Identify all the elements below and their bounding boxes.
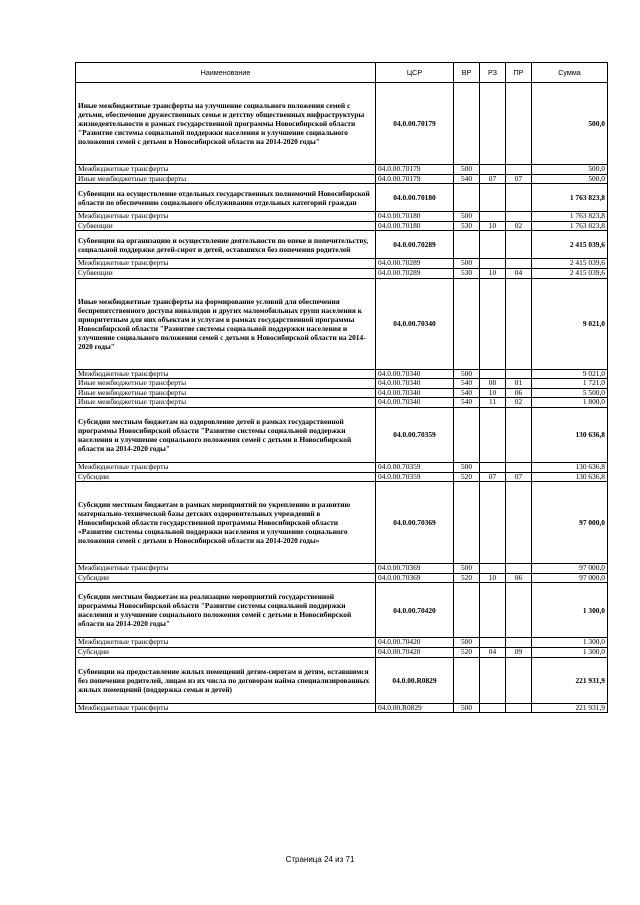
cell-rz [480, 369, 506, 379]
cell-rz [480, 278, 506, 369]
cell-rz [480, 184, 506, 212]
cell-name: Межбюджетные трансферты [76, 212, 376, 222]
table-row [76, 703, 608, 713]
cell-pr [506, 259, 532, 269]
cell-rz [480, 212, 506, 222]
cell-sum: 2 415 039,6 [532, 268, 608, 278]
table-row [76, 638, 608, 648]
cell-name: Субвенции [76, 268, 376, 278]
cell-sum: 1 300,0 [532, 583, 608, 638]
cell-csr: 04.0.00.70359 [376, 407, 454, 462]
cell-pr [506, 657, 532, 703]
table-body [76, 83, 608, 713]
cell-sum: 500,0 [532, 165, 608, 175]
cell-rz [480, 482, 506, 564]
cell-sum: 1 763 823,8 [532, 212, 608, 222]
cell-pr: 07 [506, 472, 532, 482]
cell-rz: 10 [480, 388, 506, 398]
table-row [76, 268, 608, 278]
table-row [76, 564, 608, 574]
cell-pr: 02 [506, 221, 532, 231]
cell-rz: 04 [480, 647, 506, 657]
header-pr: ПР [506, 63, 532, 83]
cell-pr: 09 [506, 647, 532, 657]
cell-vr: 520 [454, 472, 480, 482]
cell-sum: 97 000,0 [532, 573, 608, 583]
cell-pr: 06 [506, 573, 532, 583]
cell-sum: 1 300,0 [532, 638, 608, 648]
cell-csr: 04.0.00.70420 [376, 638, 454, 648]
cell-sum: 500,0 [532, 174, 608, 184]
cell-csr: 04.0.00.70340 [376, 278, 454, 369]
cell-rz: 11 [480, 398, 506, 408]
cell-pr [506, 462, 532, 472]
cell-vr: 500 [454, 462, 480, 472]
cell-sum: 221 931,9 [532, 703, 608, 713]
table-row [76, 221, 608, 231]
cell-vr: 500 [454, 259, 480, 269]
table-row-group [76, 583, 608, 638]
table-row [76, 165, 608, 175]
cell-csr: 04.0.00.70289 [376, 259, 454, 269]
cell-csr: 04.0.00.R0829 [376, 703, 454, 713]
cell-vr: 500 [454, 369, 480, 379]
cell-vr: 540 [454, 398, 480, 408]
cell-vr: 520 [454, 647, 480, 657]
cell-pr: 06 [506, 388, 532, 398]
cell-sum: 221 931,9 [532, 657, 608, 703]
cell-name: Субсидии местным бюджетам в рамках мероприятий по укреплению и развитию материально-технической базы детских оздоровительных учреждений в Новосибирской области государственной программы Новосибирской области «Развитие системы социальной поддержки населения и улучшение социального положения семей с детьми в Новосибирской области на 2014-2020 годы» [76, 482, 376, 564]
cell-sum: 97 000,0 [532, 482, 608, 564]
cell-sum: 1 721,0 [532, 379, 608, 389]
table-row-group [76, 231, 608, 259]
cell-pr [506, 407, 532, 462]
header-name: Наименование [76, 63, 376, 83]
cell-name: Межбюджетные трансферты [76, 703, 376, 713]
table-row [76, 573, 608, 583]
cell-pr [506, 165, 532, 175]
cell-name: Субсидии [76, 573, 376, 583]
cell-csr: 04.0.00.70179 [376, 165, 454, 175]
cell-vr [454, 184, 480, 212]
cell-csr: 04.0.00.70340 [376, 398, 454, 408]
cell-name: Межбюджетные трансферты [76, 462, 376, 472]
cell-name: Субвенции [76, 221, 376, 231]
table-row [76, 369, 608, 379]
cell-vr: 500 [454, 165, 480, 175]
cell-csr: 04.0.00.70180 [376, 221, 454, 231]
cell-name: Межбюджетные трансферты [76, 259, 376, 269]
cell-csr: 04.0.00.70369 [376, 573, 454, 583]
header-rz: РЗ [480, 63, 506, 83]
cell-vr: 540 [454, 174, 480, 184]
cell-csr: 04.0.00.70340 [376, 388, 454, 398]
cell-pr [506, 564, 532, 574]
cell-pr [506, 583, 532, 638]
cell-csr: 04.0.00.70289 [376, 268, 454, 278]
cell-pr [506, 369, 532, 379]
cell-csr: 04.0.00.R0829 [376, 657, 454, 703]
cell-pr: 01 [506, 379, 532, 389]
cell-sum: 1 300,0 [532, 647, 608, 657]
cell-name: Иные межбюджетные трансферты [76, 398, 376, 408]
cell-csr: 04.0.00.70340 [376, 369, 454, 379]
cell-csr: 04.0.00.70420 [376, 583, 454, 638]
cell-csr: 04.0.00.70179 [376, 83, 454, 165]
cell-vr [454, 583, 480, 638]
cell-rz [480, 583, 506, 638]
cell-name: Субвенции на организацию и осуществление деятельности по опеке и попечительству, социальной поддержке детей-сирот и детей, оставшихся без попечения родителей [76, 231, 376, 259]
cell-pr [506, 212, 532, 222]
cell-rz [480, 407, 506, 462]
cell-sum: 97 000,0 [532, 564, 608, 574]
cell-pr: 04 [506, 268, 532, 278]
cell-pr [506, 231, 532, 259]
cell-rz [480, 564, 506, 574]
cell-rz: 07 [480, 472, 506, 482]
cell-csr: 04.0.00.70369 [376, 482, 454, 564]
cell-name: Межбюджетные трансферты [76, 564, 376, 574]
cell-vr: 500 [454, 638, 480, 648]
cell-vr: 500 [454, 564, 480, 574]
cell-sum: 130 636,8 [532, 472, 608, 482]
cell-name: Межбюджетные трансферты [76, 165, 376, 175]
cell-csr: 04.0.00.70340 [376, 379, 454, 389]
header-csr: ЦСР [376, 63, 454, 83]
cell-vr: 500 [454, 212, 480, 222]
cell-sum: 130 636,8 [532, 407, 608, 462]
cell-rz: 10 [480, 268, 506, 278]
cell-sum: 5 500,0 [532, 388, 608, 398]
cell-csr: 04.0.00.70289 [376, 231, 454, 259]
table-row-group [76, 83, 608, 165]
cell-pr [506, 703, 532, 713]
table-row [76, 212, 608, 222]
cell-name: Субсидии [76, 647, 376, 657]
cell-sum: 500,0 [532, 83, 608, 165]
cell-vr: 530 [454, 221, 480, 231]
cell-rz [480, 638, 506, 648]
cell-csr: 04.0.00.70369 [376, 564, 454, 574]
cell-rz [480, 703, 506, 713]
cell-sum: 9 021,0 [532, 369, 608, 379]
cell-vr [454, 231, 480, 259]
cell-pr [506, 278, 532, 369]
table-row [76, 398, 608, 408]
table-row [76, 174, 608, 184]
header-sum: Сумма [532, 63, 608, 83]
table-row [76, 388, 608, 398]
cell-vr: 520 [454, 573, 480, 583]
cell-pr [506, 83, 532, 165]
cell-pr: 02 [506, 398, 532, 408]
cell-vr [454, 407, 480, 462]
cell-rz [480, 231, 506, 259]
table-row-group [76, 407, 608, 462]
table-row-group [76, 278, 608, 369]
table-row-group [76, 184, 608, 212]
cell-sum: 1 763 823,8 [532, 221, 608, 231]
cell-pr [506, 638, 532, 648]
cell-vr [454, 657, 480, 703]
cell-rz: 10 [480, 573, 506, 583]
budget-table [75, 62, 608, 713]
cell-sum: 130 636,8 [532, 462, 608, 472]
cell-rz [480, 462, 506, 472]
cell-name: Субвенции на осуществление отдельных государственных полномочий Новосибирской области по обеспечению социального обслуживания отдельных категорий граждан [76, 184, 376, 212]
table-row [76, 647, 608, 657]
cell-csr: 04.0.00.70180 [376, 184, 454, 212]
cell-csr: 04.0.00.70180 [376, 212, 454, 222]
cell-name: Иные межбюджетные трансферты [76, 174, 376, 184]
table-row [76, 462, 608, 472]
cell-rz: 10 [480, 221, 506, 231]
cell-name: Иные межбюджетные трансферты [76, 388, 376, 398]
cell-csr: 04.0.00.70179 [376, 174, 454, 184]
cell-name: Субсидии местным бюджетам на оздоровление детей в рамках государственной программы Новосибирской области "Развитие системы социальной поддержки населения и улучшение социального положения семей с детьми в Новосибирской области на 2014-2020 годы" [76, 407, 376, 462]
table-row [76, 472, 608, 482]
cell-vr [454, 278, 480, 369]
table-row [76, 259, 608, 269]
cell-name: Субвенции на предоставление жилых помещений детям-сиротам и детям, оставшимся без попечения родителей, лицам из их числа по договорам найма специализированных жилых помещений (поддержка семьи и детей) [76, 657, 376, 703]
table-header-row [76, 63, 608, 83]
table-row [76, 379, 608, 389]
cell-csr: 04.0.00.70359 [376, 462, 454, 472]
cell-sum: 2 415 039,6 [532, 231, 608, 259]
cell-rz [480, 165, 506, 175]
cell-name: Иные межбюджетные трансферты на формирование условий для обеспечения беспрепятственного доступа инвалидов и других маломобильных групп населения к приоритетным для них объектам и услугам в рамках государственной программы Новосибирской области "Развитие системы социальной поддержки населения и улучшение социального положения семей с детьми в Новосибирской области на 2014-2020 годы" [76, 278, 376, 369]
cell-name: Иные межбюджетные трансферты на улучшение социального положения семей с детьми, обеспечение дружественных семье и детству общественных инфраструктуры жизнедеятельности в рамках государственной программы Новосибирской области "Развитие системы социальной поддержки населения и улучшение социального положения семей с детьми в Новосибирской области на 2014-2020 годы" [76, 83, 376, 165]
cell-vr [454, 482, 480, 564]
cell-sum: 9 021,0 [532, 278, 608, 369]
cell-pr [506, 184, 532, 212]
page-number-footer: Страница 24 из 71 [285, 855, 355, 864]
table-row-group [76, 482, 608, 564]
cell-csr: 04.0.00.70359 [376, 472, 454, 482]
cell-pr [506, 482, 532, 564]
cell-csr: 04.0.00.70420 [376, 647, 454, 657]
cell-name: Субсидии местным бюджетам на реализацию мероприятий государственной программы Новосибирской области "Развитие системы социальной поддержки населения и улучшение социального положения семей с детьми в Новосибирской области на 2014-2020 годы" [76, 583, 376, 638]
cell-pr: 07 [506, 174, 532, 184]
header-vr: ВР [454, 63, 480, 83]
cell-rz: 07 [480, 174, 506, 184]
cell-rz: 08 [480, 379, 506, 389]
cell-name: Межбюджетные трансферты [76, 638, 376, 648]
cell-vr: 530 [454, 268, 480, 278]
cell-sum: 1 763 823,8 [532, 184, 608, 212]
cell-vr: 540 [454, 388, 480, 398]
cell-name: Субсидии [76, 472, 376, 482]
cell-rz [480, 83, 506, 165]
cell-rz [480, 657, 506, 703]
cell-name: Иные межбюджетные трансферты [76, 379, 376, 389]
cell-rz [480, 259, 506, 269]
table-row-group [76, 657, 608, 703]
cell-vr [454, 83, 480, 165]
cell-vr: 500 [454, 703, 480, 713]
cell-name: Межбюджетные трансферты [76, 369, 376, 379]
cell-sum: 2 415 039,6 [532, 259, 608, 269]
cell-sum: 1 800,0 [532, 398, 608, 408]
cell-vr: 540 [454, 379, 480, 389]
